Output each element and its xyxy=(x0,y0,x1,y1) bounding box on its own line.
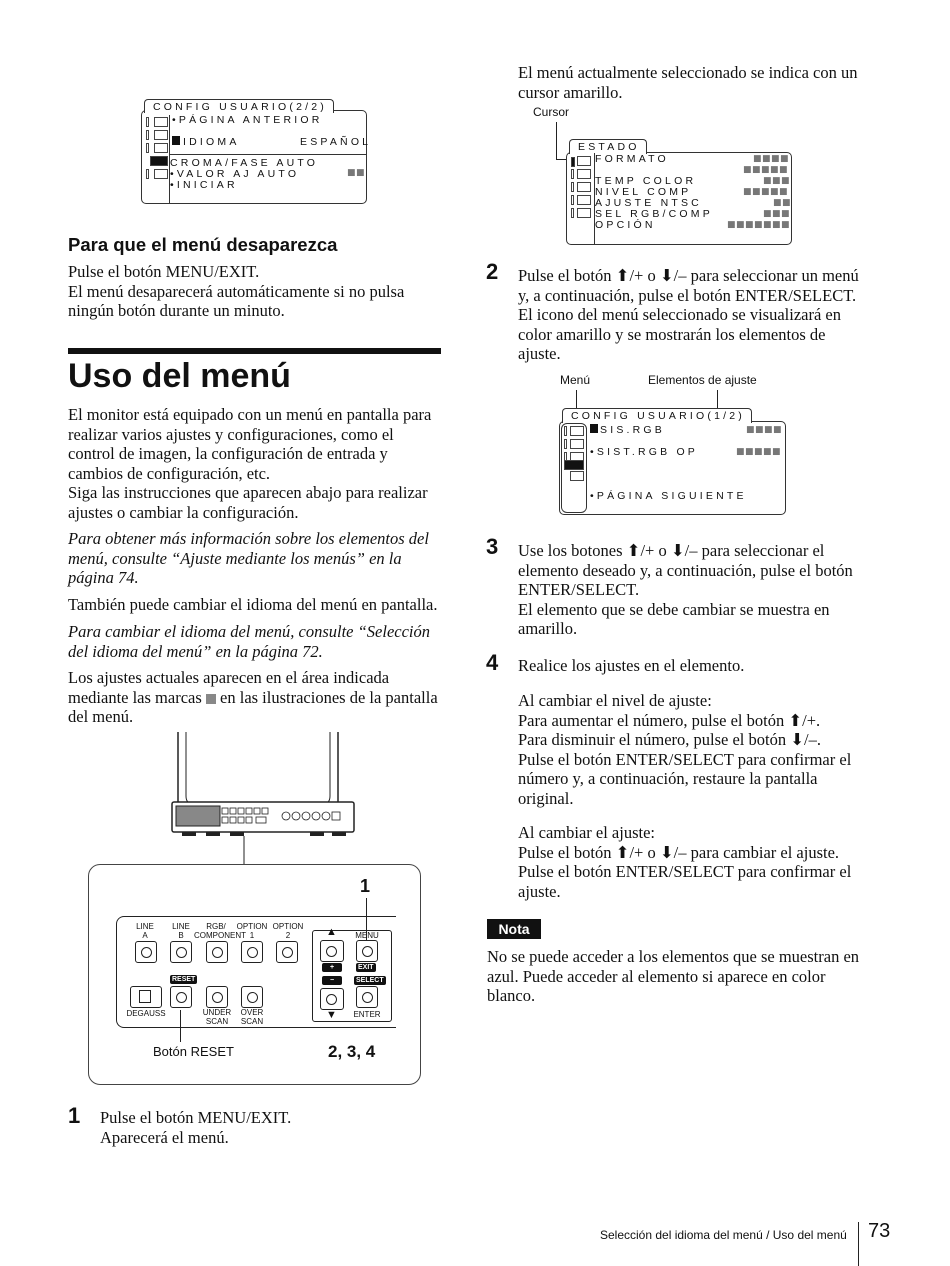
value-marks: ■■■■ xyxy=(753,154,790,164)
divider xyxy=(170,154,366,155)
picture-icon xyxy=(154,130,168,140)
osd-row: •VALOR AJ AUTO xyxy=(170,168,300,180)
osd-row-label: IDIOMA xyxy=(183,136,240,148)
plus-tag: + xyxy=(322,963,342,972)
degauss-button[interactable] xyxy=(130,986,162,1008)
section-rule xyxy=(68,348,441,354)
up-arrow-icon: ▲ xyxy=(326,926,337,938)
input-icon xyxy=(577,182,591,192)
picture-icon xyxy=(577,169,591,179)
marks-text-a: Los ajustes actuales aparecen en el área indicada mediante las marcas xyxy=(68,668,390,707)
note-more-info: Para obtener más información sobre los elementos del menú, consulte “Ajuste mediante los menús” en la página 74. xyxy=(68,529,429,587)
menu-exit-button[interactable] xyxy=(356,940,378,962)
value-marks: ■■■■■ xyxy=(736,447,782,457)
status-icon xyxy=(154,117,168,127)
underscan-button[interactable] xyxy=(206,986,228,1008)
step-2-text: Pulse el botón ⬆/+ o ⬇/– para seleccionar un menú y, a continuación, pulse el botón ENTER/SELECT. El icono del menú seleccionado se visualizará en color amarillo y se mostrarán los elementos de ajuste. xyxy=(518,266,859,363)
minus-tag: − xyxy=(322,976,342,985)
cursor-icon xyxy=(571,157,575,167)
step-3-text: Use los botones ⬆/+ o ⬇/– para seleccionar el elemento deseado y, a continuación, pulse el botón ENTER/SELECT. El elemento que se debe cambiar se muestra en amarillo. xyxy=(518,541,853,638)
exit-tag: EXIT xyxy=(358,964,374,971)
osd-title: CONFIG USUARIO(2/2) xyxy=(144,99,334,113)
osd-screen-estado xyxy=(566,141,792,245)
menu-icon xyxy=(146,143,149,153)
button-label: OPTION 2 xyxy=(272,922,304,940)
button-label: LINE A xyxy=(136,922,154,940)
step-number: 4 xyxy=(486,650,499,675)
settings-icon xyxy=(577,208,591,218)
button-label: DEGAUSS xyxy=(126,1009,166,1018)
enter-select-button[interactable] xyxy=(356,986,378,1008)
reset-button-label: Botón RESET xyxy=(153,1044,234,1059)
footer-divider xyxy=(858,1222,859,1266)
step-4-setting: Al cambiar el ajuste: Pulse el botón ⬆/+ o ⬇/– para cambiar el ajuste. Pulse el botón ENTER/SELECT para confirmar el ajuste. xyxy=(518,823,852,901)
reset-callout-line xyxy=(180,1010,181,1042)
osd-row: •PÁGINA ANTERIOR xyxy=(172,114,323,126)
menu-icon xyxy=(571,169,574,179)
value-marks: ■■■■■■■ xyxy=(727,220,791,230)
menu-icon xyxy=(571,195,574,205)
down-arrow-icon: ▼ xyxy=(326,1009,337,1021)
elements-callout-label: Elementos de ajuste xyxy=(648,373,757,387)
settings-icon xyxy=(570,471,584,481)
value-marks: ■■■■■ xyxy=(743,165,789,175)
monitor-illustration xyxy=(160,732,360,868)
osd-row: FORMATO xyxy=(595,153,669,165)
osd-screen-config-1 xyxy=(559,410,786,515)
osd-value: ESPAÑOL xyxy=(300,136,372,148)
osd-row: •PÁGINA SIGUIENTE xyxy=(590,490,747,502)
menu-icon xyxy=(571,182,574,192)
osd-title: ESTADO xyxy=(569,139,647,154)
user-config-icon xyxy=(577,195,591,205)
step-number: 3 xyxy=(486,534,499,559)
section-title: Uso del menú xyxy=(68,357,291,395)
menu-icon xyxy=(571,208,574,218)
hide-menu-text: Pulse el botón MENU/EXIT. El menú desaparecerá automáticamente si no pulsa ningún botón durante un minuto. xyxy=(68,262,405,320)
osd-row: •SIST.RGB OP xyxy=(590,446,699,458)
callout-number: 1 xyxy=(360,876,371,896)
option-1-button[interactable] xyxy=(241,941,263,963)
line-b-button[interactable] xyxy=(170,941,192,963)
select-tag: SELECT xyxy=(356,977,384,984)
reset-tag: RESET xyxy=(172,976,196,983)
user-config-icon xyxy=(564,460,584,470)
button-label: OVER SCAN xyxy=(240,1008,264,1026)
callout-steps: 2, 3, 4 xyxy=(328,1042,376,1061)
step-4-text: Realice los ajustes en el elemento. xyxy=(518,656,745,675)
input-icon xyxy=(154,143,168,153)
osd-row: CROMA/FASE AUTO xyxy=(170,157,319,169)
button-label: OPTION 1 xyxy=(236,922,268,940)
status-icon xyxy=(570,426,584,436)
note-lang: Para cambiar el idioma del menú, consulte “Selección del idioma del menú” en la página 72. xyxy=(68,622,431,661)
marks-text xyxy=(68,668,444,727)
osd-row: SEL RGB/COMP xyxy=(595,208,713,220)
osd-row: TEMP COLOR xyxy=(595,175,697,187)
option-2-button[interactable] xyxy=(276,941,298,963)
note-badge: Nota xyxy=(487,919,541,939)
osd-screen-config-2 xyxy=(141,101,372,204)
osd-row-label: SIS.RGB xyxy=(600,424,665,436)
down-minus-button[interactable] xyxy=(320,988,344,1010)
menu-label: MENU xyxy=(355,931,379,940)
osd-title: CONFIG USUARIO(1/2) xyxy=(562,408,752,423)
value-marks: ■■ xyxy=(347,168,366,178)
value-marks: ■■■ xyxy=(763,209,791,219)
settings-icon xyxy=(154,169,168,179)
marks-text-b: en las ilustraciones de la pantalla del menú. xyxy=(68,687,438,726)
overscan-button[interactable] xyxy=(241,986,263,1008)
line-a-button[interactable] xyxy=(135,941,157,963)
page-number: 73 xyxy=(868,1220,891,1242)
step-1-text: Pulse el botón MENU/EXIT. Aparecerá el menú. xyxy=(100,1108,292,1147)
osd-row xyxy=(590,424,665,436)
rgb-component-button[interactable] xyxy=(206,941,228,963)
menu-icon xyxy=(146,169,149,179)
cursor-label: Cursor xyxy=(533,105,570,119)
value-marks: ■■■■ xyxy=(746,425,783,435)
user-config-icon xyxy=(150,156,168,166)
reset-button[interactable] xyxy=(170,986,192,1008)
running-footer: Selección del idioma del menú / Uso del menú xyxy=(600,1228,847,1242)
osd-row: •INICIAR xyxy=(170,179,238,191)
osd-row: AJUSTE NTSC xyxy=(595,197,702,209)
lang-text: También puede cambiar el idioma del menú en pantalla. xyxy=(68,595,438,614)
note-text: No se puede acceder a los elementos que se muestran en azul. Puede acceder al elemento si aparece en color blanco. xyxy=(487,947,860,1005)
osd-row: NIVEL COMP xyxy=(595,186,692,198)
osd-row xyxy=(172,136,240,148)
step-number: 1 xyxy=(68,1103,81,1128)
intro-text: El monitor está equipado con un menú en pantalla para realizar varios ajustes y configuraciones, como el control de imagen, la configuración de entrada y cambios de configuración, etc. Siga las instrucciones que aparecen abajo para realizar ajustes o cambiar la configuración. xyxy=(68,405,432,522)
value-marks: ■■■■■ xyxy=(743,187,789,197)
mark-square xyxy=(206,694,216,704)
subheading-hide-menu: Para que el menú desaparezca xyxy=(68,234,338,255)
menu-icon xyxy=(146,130,149,140)
button-label: RGB/ COMPONENT xyxy=(194,922,246,940)
cursor-callout-line xyxy=(556,122,557,160)
step-number: 2 xyxy=(486,259,499,284)
menu-icon xyxy=(564,426,567,436)
right-intro: El menú actualmente seleccionado se indica con un cursor amarillo. xyxy=(518,63,858,102)
value-marks: ■■■ xyxy=(763,176,791,186)
status-icon xyxy=(577,156,591,166)
step-4-level: Al cambiar el nivel de ajuste: Para aumentar el número, pulse el botón ⬆/+. Para disminuir el número, pulse el botón ⬇/–. Pulse el botón ENTER/SELECT para confirmar el número y, a continuación, restaure la pantalla original. xyxy=(518,691,852,808)
menu-icon xyxy=(564,439,567,449)
button-label: LINE B xyxy=(172,922,190,940)
enter-label: ENTER xyxy=(353,1010,381,1019)
menu-callout-label: Menú xyxy=(560,373,591,387)
picture-icon xyxy=(570,439,584,449)
menu-icon xyxy=(146,117,149,127)
button-label: UNDER SCAN xyxy=(202,1008,232,1026)
osd-row: OPCIÓN xyxy=(595,219,656,231)
up-plus-button[interactable] xyxy=(320,940,344,962)
value-marks: ■■ xyxy=(773,198,792,208)
